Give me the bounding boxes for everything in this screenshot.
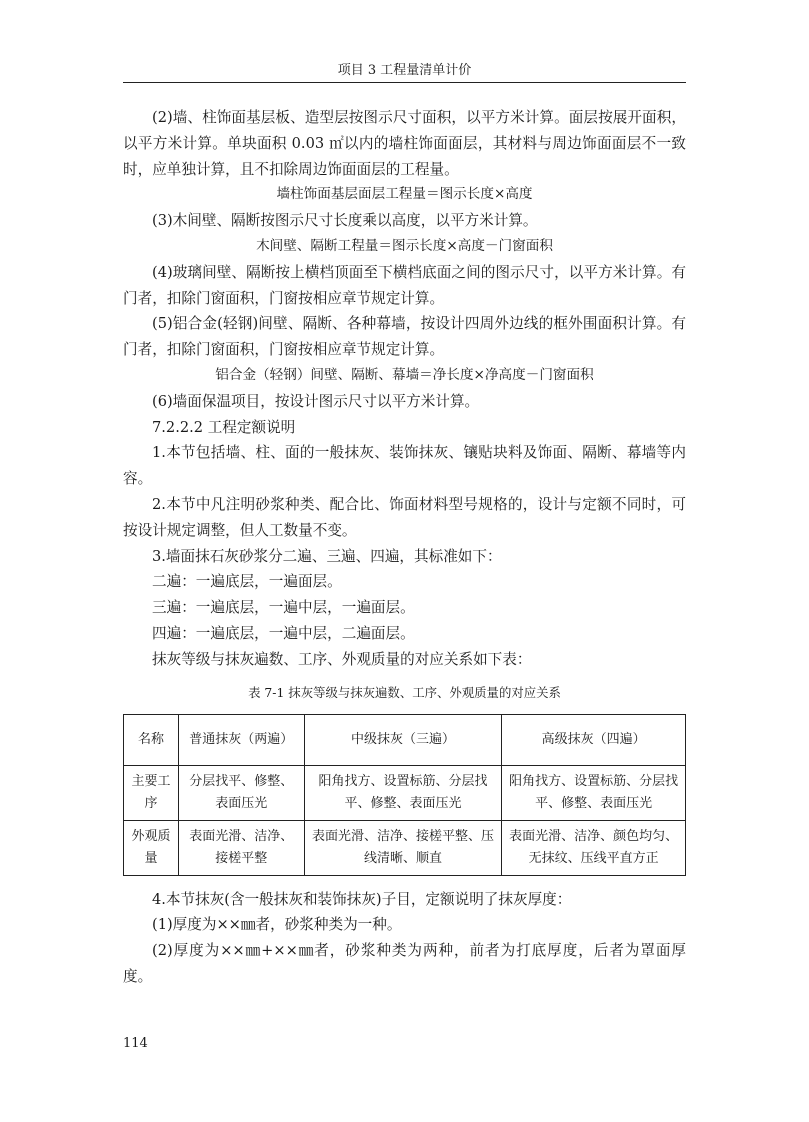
running-header: 项目 3 工程量清单计价 <box>337 63 472 78</box>
table-row <box>124 820 686 875</box>
body-text-bottom <box>123 887 686 990</box>
table-header-row <box>124 714 686 765</box>
paragraph: 3.墙面抹石灰砂浆分二遍、三遍、四遍，其标准如下： <box>152 547 502 565</box>
header-cell: 名称 <box>124 714 179 765</box>
table-cell: 表面光滑、洁净、颜色均匀、无抹纹、压线平直方正 <box>502 820 686 875</box>
formula-line: 墙柱饰面基层面层工程量＝图示长度×高度 <box>276 186 533 203</box>
table-cell: 表面光滑、洁净、接槎平整 <box>178 820 304 875</box>
table-cell: 阳角找方、设置标筋、分层找平、修整、表面压光 <box>304 765 502 820</box>
paragraph: (4)玻璃间壁、隔断按上横档顶面至下横档底面之间的图示尺寸，以平方米计算。有门者，扣除门窗面积，门窗按相应章节规定计算。 <box>123 263 686 307</box>
paragraph: (5)铝合金(轻钢)间壁、隔断、各种幕墙，按设计四周外边线的框外围面积计算。有门者，扣除门窗面积，门窗按相应章节规定计算。 <box>123 315 686 359</box>
table-cell: 阳角找方、设置标筋、分层找平、修整、表面压光 <box>502 765 686 820</box>
paragraph: 4.本节抹灰(含一般抹灰和装饰抹灰)子目，定额说明了抹灰厚度： <box>152 890 572 908</box>
page-body <box>123 105 686 990</box>
row-label-cell: 外观质量 <box>124 820 179 875</box>
page-number: 114 <box>123 1036 148 1051</box>
paragraph: 抹灰等级与抹灰遍数、工序、外观质量的对应关系如下表： <box>152 650 532 668</box>
body-text-top <box>123 105 686 673</box>
header-cell: 普通抹灰（两遍） <box>178 714 304 765</box>
table-cell: 表面光滑、洁净、接槎平整、压线清晰、顺直 <box>304 820 502 875</box>
table-cell: 分层找平、修整、表面压光 <box>178 765 304 820</box>
paragraph: 四遍：一遍底层，一遍中层，二遍面层。 <box>152 624 415 642</box>
paragraph: (2)厚度为××㎜+××㎜者，砂浆种类为两种，前者为打底厚度，后者为罩面厚度。 <box>123 942 686 985</box>
table-caption: 表 7-1 抹灰等级与抹灰遍数、工序、外观质量的对应关系 <box>248 684 561 700</box>
paragraph: (6)墙面保温项目，按设计图示尺寸以平方米计算。 <box>152 392 480 410</box>
paragraph: (2)墙、柱饰面基层板、造型层按图示尺寸面积，以平方米计算。面层按展开面积，以平方米计算。单块面积 0.03 ㎡以内的墙柱饰面面层，其材料与周边饰面面层不一致时，应单独计算，且不扣除周边饰面面层的工程量。 <box>123 109 686 178</box>
plaster-grade-table <box>123 714 686 876</box>
paragraph: 7.2.2.2 工程定额说明 <box>152 418 296 436</box>
row-label-cell: 主要工序 <box>124 765 179 820</box>
header-rule <box>123 82 686 83</box>
paragraph: 二遍：一遍底层，一遍面层。 <box>152 573 342 591</box>
paragraph: (3)木间壁、隔断按图示尺寸长度乘以高度，以平方米计算。 <box>152 212 538 230</box>
formula-line: 铝合金（轻钢）间壁、隔断、幕墙＝净长度×净高度－门窗面积 <box>215 366 594 383</box>
header-cell: 高级抹灰（四遍） <box>502 714 686 765</box>
paragraph: 三遍：一遍底层，一遍中层，一遍面层。 <box>152 599 415 617</box>
paragraph: (1)厚度为××㎜者，砂浆种类为一种。 <box>152 916 402 934</box>
table-row <box>124 765 686 820</box>
formula-line: 木间壁、隔断工程量＝图示长度×高度－门窗面积 <box>256 237 553 254</box>
paragraph: 1.本节包括墙、柱、面的一般抹灰、装饰抹灰、镶贴块料及饰面、隔断、幕墙等内容。 <box>123 444 686 488</box>
paragraph: 2.本节中凡注明砂浆种类、配合比、饰面材料型号规格的，设计与定额不同时，可按设计规定调整，但人工数量不变。 <box>123 495 686 539</box>
header-cell: 中级抹灰（三遍） <box>304 714 502 765</box>
